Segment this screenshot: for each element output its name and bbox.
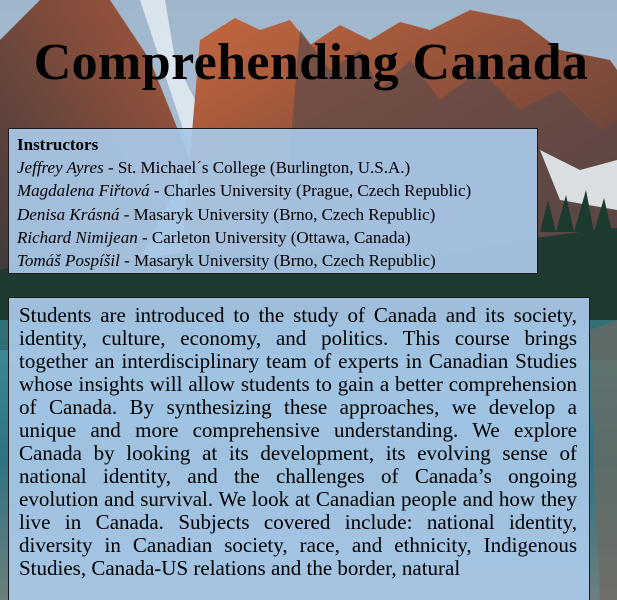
instructor-name: Magdalena Fiřtová <box>17 181 150 201</box>
instructor-name: Jeffrey Ayres <box>17 158 104 178</box>
instructor-name: Tomáš Pospíšil <box>17 251 120 271</box>
instructor-affiliation: St. Michael´s College (Burlington, U.S.A.) <box>117 158 411 178</box>
instructor-affiliation: Charles University (Prague, Czech Republic) <box>163 181 472 201</box>
instructor-affiliation: Carleton University (Ottawa, Canada) <box>151 227 411 247</box>
instructor-row <box>17 156 529 179</box>
instructor-row <box>17 179 529 202</box>
instructor-row <box>17 249 529 272</box>
instructor-affiliation: Masaryk University (Brno, Czech Republic) <box>133 204 436 224</box>
course-description: Students are introduced to the study of Canada and its society, identity, culture, economy, and politics. This course brings together an interdisciplinary team of experts in Canadian Studies whose insights will allow students to gain a better comprehension of Canada. By synthesizing these approaches, we develop a unique and more comprehensive understanding. We explore Canada by looking at its development, its evolving sense of national identity, and the challenges of Canada’s ongoing evolution and survival. We look at Canadian people and how they live in Canada. Subjects covered include: national identity, diversity in Canadian society, race, and ethnicity, Indigenous Studies, Canada-US relations and the border, natural <box>8 297 590 600</box>
instructor-name: Richard Nimijean <box>17 227 138 247</box>
instructor-separator: - <box>119 251 134 271</box>
instructor-separator: - <box>149 181 164 201</box>
page-title: Comprehending Canada <box>33 34 589 91</box>
instructor-separator: - <box>137 227 152 247</box>
instructor-name: Denisa Krásná <box>17 204 120 224</box>
instructors-heading: Instructors <box>17 135 99 154</box>
instructor-row <box>17 226 529 249</box>
instructor-row <box>17 203 529 226</box>
instructor-affiliation: Masaryk University (Brno, Czech Republic) <box>134 251 436 271</box>
instructor-separator: - <box>103 158 118 178</box>
instructor-separator: - <box>119 204 134 224</box>
instructors-panel <box>8 128 538 274</box>
